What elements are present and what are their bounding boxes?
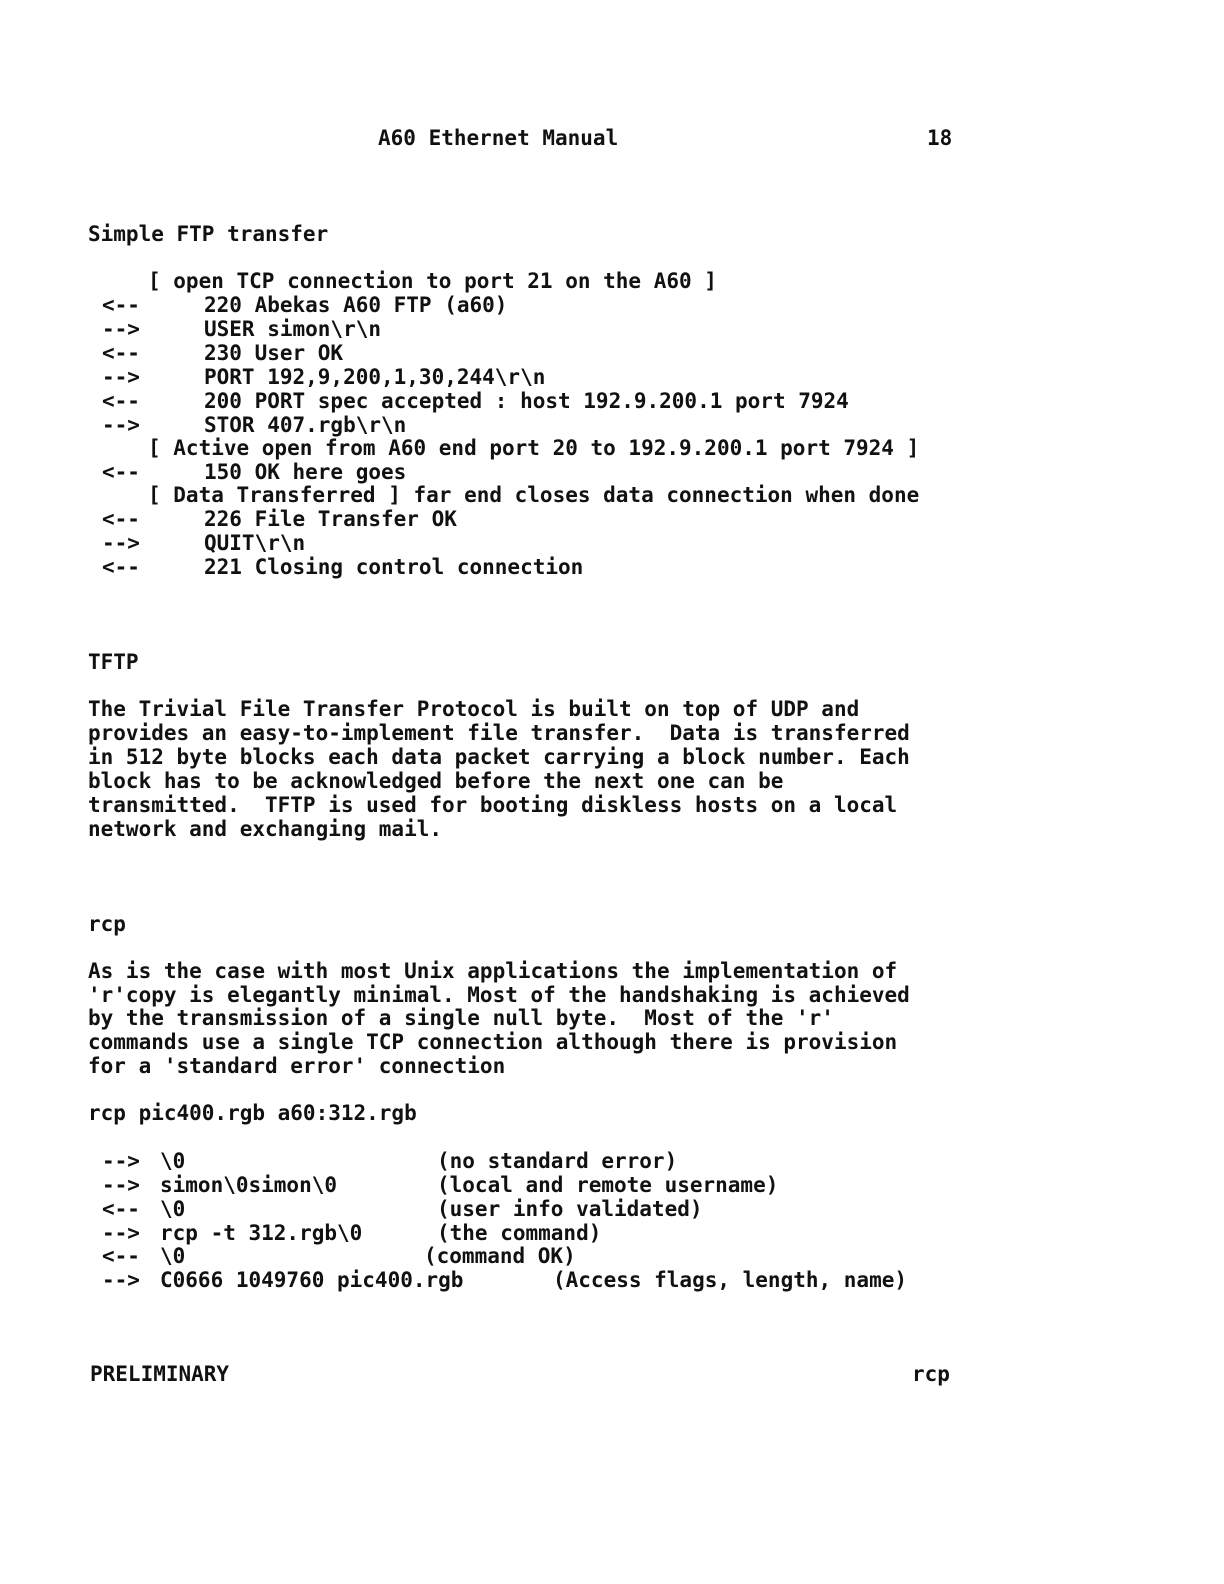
tftp-paragraph-line: provides an easy-to-implement file transfer. Data is transferred <box>88 721 910 745</box>
ftp-message: QUIT\r\n <box>204 531 306 555</box>
rcp-command-example: rcp pic400.rgb a60:312.rgb <box>88 1101 417 1125</box>
ftp-note: [ open TCP connection to port 21 on the A60 ] <box>148 269 717 293</box>
ftp-direction: --> <box>102 365 140 389</box>
rcp-direction: --> <box>102 1149 140 1173</box>
rcp-comment: (no standard error) <box>437 1149 678 1173</box>
rcp-direction: <-- <box>102 1197 140 1221</box>
tftp-paragraph-line: The Trivial File Transfer Protocol is built on top of UDP and <box>88 697 860 721</box>
ftp-note: [ Active open from A60 end port 20 to 192.9.200.1 port 7924 ] <box>148 436 920 460</box>
ftp-direction: <-- <box>102 507 140 531</box>
ftp-direction: <-- <box>102 460 140 484</box>
ftp-message: 226 File Transfer OK <box>204 507 457 531</box>
ftp-direction: --> <box>102 531 140 555</box>
rcp-direction: --> <box>102 1221 140 1245</box>
rcp-direction: --> <box>102 1268 140 1292</box>
tftp-paragraph-line: network and exchanging mail. <box>88 817 443 841</box>
page-header-title: A60 Ethernet Manual <box>378 126 619 150</box>
rcp-paragraph-line: As is the case with most Unix applications the implementation of <box>88 959 898 983</box>
ftp-message: USER simon\r\n <box>204 317 382 341</box>
ftp-direction: <-- <box>102 293 140 317</box>
rcp-comment: (command OK) <box>424 1244 576 1268</box>
rcp-heading: rcp <box>88 912 126 936</box>
rcp-paragraph-line: for a 'standard error' connection <box>88 1054 506 1078</box>
ftp-note: [ Data Transferred ] far end closes data connection when done <box>148 483 920 507</box>
rcp-comment: (user info validated) <box>437 1197 703 1221</box>
tftp-paragraph-line: in 512 byte blocks each data packet carrying a block number. Each <box>88 745 910 769</box>
ftp-direction: <-- <box>102 341 140 365</box>
rcp-data: C0666 1049760 pic400.rgb <box>160 1268 464 1292</box>
rcp-comment: (local and remote username) <box>437 1173 779 1197</box>
ftp-message: 150 OK here goes <box>204 460 407 484</box>
page-number: 18 <box>927 126 953 150</box>
tftp-paragraph-line: block has to be acknowledged before the next one can be <box>88 769 784 793</box>
ftp-direction: --> <box>102 413 140 437</box>
rcp-comment: (the command) <box>437 1221 602 1245</box>
tftp-paragraph-line: transmitted. TFTP is used for booting diskless hosts on a local <box>88 793 898 817</box>
ftp-direction: <-- <box>102 555 140 579</box>
rcp-paragraph-line: 'r'copy is elegantly minimal. Most of the handshaking is achieved <box>88 983 910 1007</box>
ftp-direction: --> <box>102 317 140 341</box>
tftp-heading: TFTP <box>88 650 139 674</box>
ftp-message: 200 PORT spec accepted : host 192.9.200.1 port 7924 <box>204 389 849 413</box>
ftp-message: 221 Closing control connection <box>204 555 584 579</box>
rcp-data: rcp -t 312.rgb\0 <box>160 1221 363 1245</box>
ftp-message: PORT 192,9,200,1,30,244\r\n <box>204 365 546 389</box>
rcp-direction: --> <box>102 1173 140 1197</box>
rcp-data: \0 <box>160 1197 186 1221</box>
footer-status: PRELIMINARY <box>90 1362 230 1386</box>
footer-section-name: rcp <box>912 1362 950 1386</box>
rcp-data: \0 <box>160 1149 186 1173</box>
ftp-message: 220 Abekas A60 FTP (a60) <box>204 293 508 317</box>
rcp-data: simon\0simon\0 <box>160 1173 338 1197</box>
rcp-paragraph-line: commands use a single TCP connection although there is provision <box>88 1030 898 1054</box>
rcp-paragraph-line: by the transmission of a single null byte. Most of the 'r' <box>88 1006 834 1030</box>
ftp-message: STOR 407.rgb\r\n <box>204 413 407 437</box>
ftp-message: 230 User OK <box>204 341 344 365</box>
rcp-comment: (Access flags, length, name) <box>553 1268 908 1292</box>
rcp-data: \0 <box>160 1244 186 1268</box>
ftp-heading: Simple FTP transfer <box>88 222 329 246</box>
rcp-direction: <-- <box>102 1244 140 1268</box>
ftp-direction: <-- <box>102 389 140 413</box>
